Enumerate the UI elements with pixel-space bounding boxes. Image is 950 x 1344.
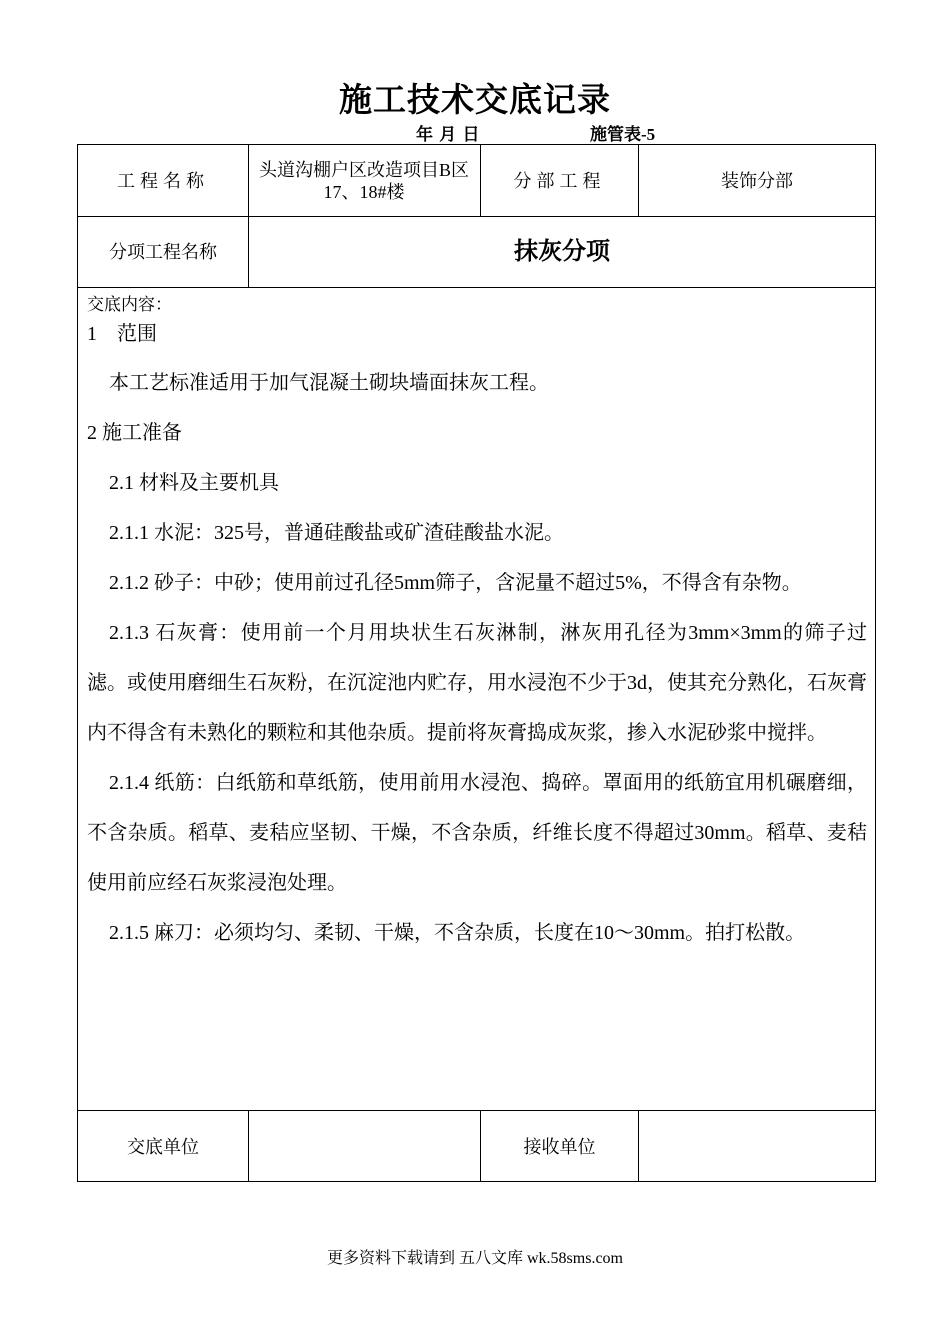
content-paragraph: 2.1.1 水泥：325号，普通硅酸盐或矿渣硅酸盐水泥。 [109,522,564,544]
project-name-label: 工程名称 [117,170,209,191]
project-name-value: 头道沟棚户区改造项目B区17、18#楼 [258,159,469,202]
division-label: 分部工程 [513,170,606,191]
subsection-heading: 2.1 材料及主要机具 [109,472,279,494]
receive-unit-value[interactable] [639,1111,875,1182]
content-paragraph: 2.1.5 麻刀：必须均匀、柔韧、干燥，不含杂质，长度在10～30mm。拍打松散。 [109,922,806,944]
handover-unit-value[interactable] [249,1111,480,1182]
subitem-value: 抹灰分项 [514,239,610,265]
handover-unit-label: 交底单位 [127,1136,199,1157]
section-heading: 1 范围 [87,323,157,345]
page-title: 施工技术交底记录 [339,83,611,119]
record-form [77,144,876,1182]
content-paragraph: 2.1.2 砂子：中砂；使用前过孔径5mm筛子，含泥量不超过5%，不得含有杂物。 [109,572,802,594]
content-paragraph: 本工艺标准适用于加气混凝土砌块墙面抹灰工程。 [109,372,549,394]
footer-note: 更多资料下载请到 五八文库 wk.58sms.com [326,1250,623,1267]
receive-unit-label: 接收单位 [523,1136,596,1157]
content-label: 交底内容： [87,295,172,314]
subitem-label: 分项工程名称 [109,242,217,262]
date-line: 年 月 日 [416,125,481,144]
content-paragraph: 2.1.3 石灰膏：使用前一个月用块状生石灰淋制，淋灰用孔径为3mm×3mm的筛子过滤。或使用磨细生石灰粉，在沉淀池内贮存，用水浸泡不少于3d，使其充分熟化，石灰膏内不得含有未熟化的颗粒和其他杂质。提前将灰膏捣成灰浆，掺入水泥砂浆中搅拌。 [87,622,867,744]
section-heading: 2 施工准备 [87,422,182,444]
division-value: 装饰分部 [721,170,793,191]
content-paragraph: 2.1.4 纸筋：白纸筋和草纸筋，使用前用水浸泡、捣碎。罩面用的纸筋宜用机碾磨细，不含杂质。稻草、麦秸应坚韧、干燥，不含杂质，纤维长度不得超过30mm。稻草、麦秸使用前应经石灰浆浸泡处理。 [87,772,867,894]
handover-content [78,288,875,1110]
form-number: 施管表-5 [590,125,656,144]
